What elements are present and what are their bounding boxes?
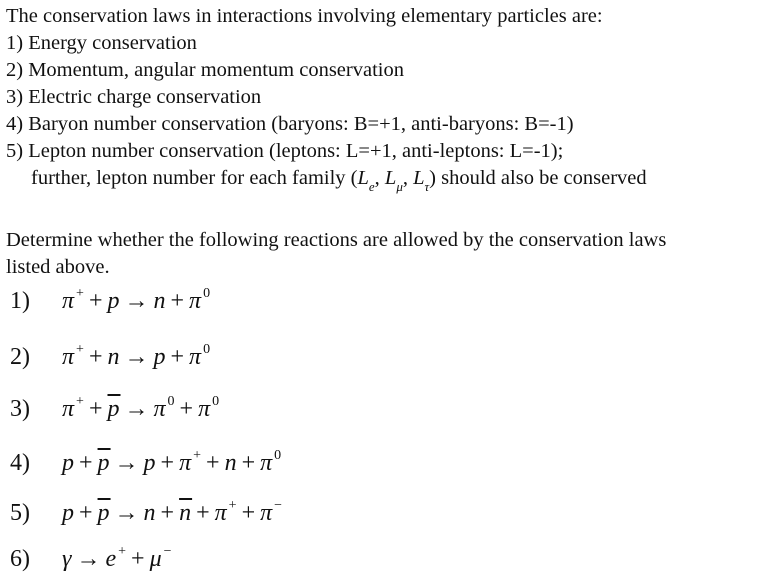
law-3: 3) Electric charge conservation bbox=[6, 86, 262, 108]
particle-symbol: n bbox=[224, 450, 238, 476]
particle-symbol: $\overline{p}$ bbox=[107, 396, 121, 422]
subscript-e: e bbox=[368, 179, 375, 194]
reaction-equation bbox=[62, 450, 282, 476]
charge-superscript: 0 bbox=[167, 394, 176, 409]
particle-symbol: π bbox=[62, 396, 76, 422]
question-line-1: Determine whether the following reactions are allowed by the conservation laws bbox=[6, 229, 667, 251]
arrow-icon: → bbox=[124, 396, 150, 422]
lepton-L-mu: L bbox=[384, 167, 397, 189]
law-2: 2) Momentum, angular momentum conservation bbox=[6, 59, 404, 81]
arrow-icon: → bbox=[124, 288, 150, 314]
arrow-icon: → bbox=[114, 450, 140, 476]
charge-superscript: 0 bbox=[274, 448, 283, 463]
law-5-continuation bbox=[31, 166, 647, 192]
particle-symbol: γ bbox=[62, 546, 73, 572]
subscript-mu: μ bbox=[396, 179, 403, 194]
particle-symbol: p bbox=[62, 500, 75, 526]
reaction-number: 2) bbox=[10, 344, 30, 370]
particle-symbol: p bbox=[107, 288, 121, 314]
charge-superscript: + bbox=[76, 394, 85, 409]
plus-sign: + bbox=[88, 396, 104, 422]
question-line-2: listed above. bbox=[6, 256, 110, 278]
reaction-6 bbox=[10, 542, 173, 576]
charge-superscript: − bbox=[163, 544, 173, 559]
particle-symbol: $\overline{p}$ bbox=[97, 500, 111, 526]
particle-symbol: p bbox=[143, 450, 157, 476]
law-1: 1) Energy conservation bbox=[6, 32, 197, 54]
plus-sign: + bbox=[79, 450, 94, 476]
reaction-number: 3) bbox=[10, 396, 30, 422]
particle-symbol: π bbox=[260, 500, 274, 526]
arrow-icon: → bbox=[76, 546, 102, 572]
plus-sign: + bbox=[170, 344, 186, 370]
reaction-number: 1) bbox=[10, 288, 30, 314]
charge-superscript: + bbox=[76, 342, 85, 357]
plus-sign: + bbox=[79, 500, 94, 526]
plus-sign: + bbox=[196, 500, 211, 526]
charge-superscript: 0 bbox=[203, 286, 212, 301]
reaction-number: 6) bbox=[10, 546, 30, 572]
reaction-equation bbox=[62, 288, 211, 314]
particle-symbol: π bbox=[189, 288, 203, 314]
law-5-cont-before: further, lepton number for each family ( bbox=[31, 167, 358, 189]
particle-symbol: μ bbox=[149, 546, 163, 572]
lepton-L-tau: L bbox=[413, 167, 425, 189]
charge-superscript: + bbox=[118, 544, 128, 559]
particle-symbol: π bbox=[260, 450, 274, 476]
particle-symbol: π bbox=[189, 344, 203, 370]
law-4: 4) Baryon number conservation (baryons: B=+1, anti-baryons: B=-1) bbox=[6, 113, 574, 135]
particle-symbol: π bbox=[153, 396, 167, 422]
charge-superscript: − bbox=[274, 498, 284, 513]
charge-superscript: + bbox=[76, 286, 85, 301]
particle-symbol: e bbox=[105, 546, 118, 572]
plus-sign: + bbox=[160, 450, 176, 476]
particle-symbol: p bbox=[153, 344, 167, 370]
plus-sign: + bbox=[88, 344, 104, 370]
arrow-icon: → bbox=[114, 500, 140, 526]
plus-sign: + bbox=[88, 288, 104, 314]
charge-superscript: + bbox=[193, 448, 203, 463]
reaction-number: 4) bbox=[10, 450, 30, 476]
particle-symbol: n bbox=[107, 344, 121, 370]
particle-symbol: π bbox=[62, 344, 76, 370]
plus-sign: + bbox=[160, 500, 176, 526]
reaction-equation bbox=[62, 546, 173, 572]
reaction-1 bbox=[10, 284, 211, 318]
particle-symbol: π bbox=[62, 288, 76, 314]
reaction-equation bbox=[62, 344, 211, 370]
intro-text: The conservation laws in interactions involving elementary particles are: bbox=[6, 5, 603, 27]
charge-superscript: + bbox=[228, 498, 238, 513]
subscript-tau: τ bbox=[424, 179, 430, 194]
reaction-5 bbox=[10, 496, 283, 530]
plus-sign: + bbox=[241, 450, 257, 476]
particle-symbol: π bbox=[198, 396, 212, 422]
particle-symbol: π bbox=[214, 500, 228, 526]
particle-symbol: π bbox=[179, 450, 193, 476]
particle-symbol: n bbox=[153, 288, 167, 314]
law-5-cont-after: ) should also be conserved bbox=[429, 167, 647, 189]
plus-sign: + bbox=[131, 546, 146, 572]
charge-superscript: 0 bbox=[212, 394, 221, 409]
reaction-2 bbox=[10, 340, 211, 374]
particle-symbol: $\overline{p}$ bbox=[97, 450, 111, 476]
comma-2: , bbox=[402, 167, 408, 189]
plus-sign: + bbox=[241, 500, 257, 526]
lepton-L-e: L bbox=[357, 167, 369, 189]
law-5: 5) Lepton number conservation (leptons: L=+1, anti-leptons: L=-1); bbox=[6, 140, 564, 162]
arrow-icon: → bbox=[124, 344, 150, 370]
particle-symbol: $\overline{n}$ bbox=[179, 500, 193, 526]
reaction-equation bbox=[62, 396, 220, 422]
plus-sign: + bbox=[170, 288, 186, 314]
plus-sign: + bbox=[179, 396, 195, 422]
charge-superscript: 0 bbox=[203, 342, 212, 357]
plus-sign: + bbox=[206, 450, 221, 476]
reaction-equation bbox=[62, 500, 283, 526]
reaction-4 bbox=[10, 446, 282, 480]
comma-1: , bbox=[374, 167, 380, 189]
reaction-number: 5) bbox=[10, 500, 30, 526]
reaction-3 bbox=[10, 392, 220, 426]
particle-symbol: p bbox=[62, 450, 75, 476]
particle-symbol: n bbox=[143, 500, 157, 526]
